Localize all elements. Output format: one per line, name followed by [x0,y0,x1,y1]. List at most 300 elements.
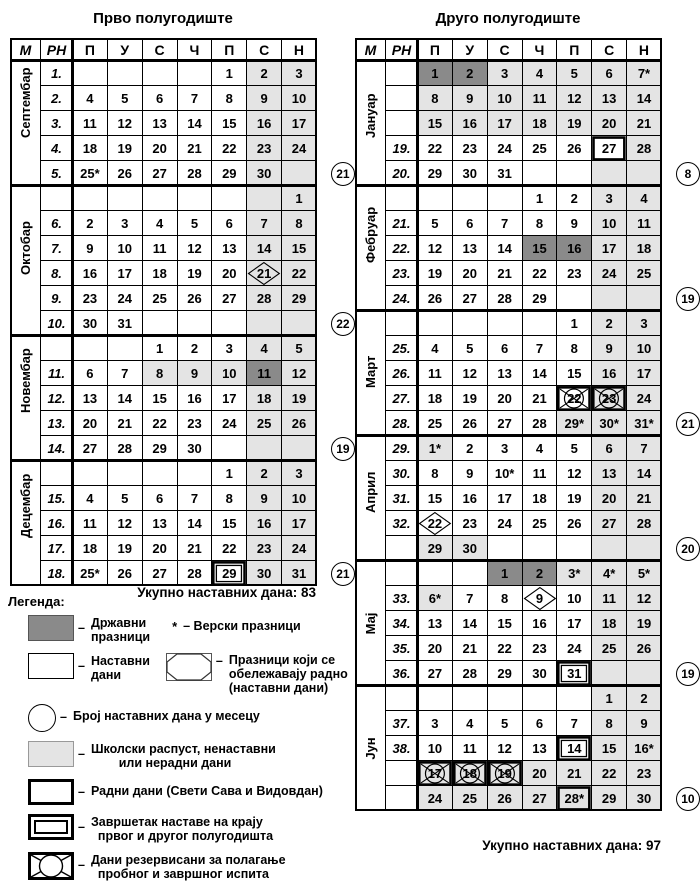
day-cell[interactable] [247,111,282,136]
day-cell[interactable] [73,486,108,511]
day-cell[interactable] [418,86,453,111]
day-cell[interactable] [592,136,627,161]
day-cell[interactable] [452,436,487,461]
day-cell[interactable] [627,711,662,736]
day-cell[interactable] [73,511,108,536]
day-cell[interactable] [522,361,557,386]
day-cell[interactable] [487,461,522,486]
day-cell[interactable] [247,511,282,536]
day-cell[interactable] [212,236,247,261]
day-cell[interactable] [282,511,317,536]
day-cell[interactable] [418,261,453,286]
day-cell[interactable] [452,111,487,136]
day-cell[interactable] [418,286,453,311]
day-cell[interactable] [627,611,662,636]
day-cell[interactable] [627,461,662,486]
day-cell[interactable] [177,561,212,586]
day-cell[interactable] [142,86,177,111]
day-cell[interactable] [282,336,317,361]
day-cell[interactable] [522,411,557,436]
day-cell[interactable] [487,436,522,461]
day-cell[interactable] [592,586,627,611]
day-cell[interactable] [418,161,453,186]
day-cell[interactable] [247,86,282,111]
day-cell[interactable] [177,111,212,136]
day-cell[interactable] [452,586,487,611]
day-cell[interactable] [522,611,557,636]
day-cell[interactable] [452,286,487,311]
day-cell[interactable] [592,636,627,661]
day-cell[interactable] [557,411,592,436]
day-cell[interactable] [418,411,453,436]
day-cell[interactable] [557,736,592,761]
day-cell[interactable] [282,111,317,136]
day-cell[interactable] [282,86,317,111]
day-cell[interactable] [418,461,453,486]
day-cell[interactable] [487,236,522,261]
day-cell[interactable] [418,111,453,136]
day-cell[interactable] [452,336,487,361]
day-cell[interactable] [592,61,627,86]
day-cell[interactable] [487,261,522,286]
day-cell[interactable] [107,86,142,111]
day-cell[interactable] [452,511,487,536]
day-cell[interactable] [142,136,177,161]
day-cell[interactable] [107,536,142,561]
day-cell[interactable] [418,386,453,411]
day-cell[interactable] [557,361,592,386]
day-cell[interactable] [282,211,317,236]
day-cell[interactable] [627,786,662,811]
day-cell[interactable] [452,736,487,761]
day-cell[interactable] [107,286,142,311]
day-cell[interactable] [282,536,317,561]
day-cell[interactable] [557,511,592,536]
day-cell[interactable] [418,736,453,761]
day-cell[interactable] [522,586,557,611]
day-cell[interactable] [177,486,212,511]
day-cell[interactable] [487,611,522,636]
day-cell[interactable] [282,136,317,161]
day-cell[interactable] [212,136,247,161]
day-cell[interactable] [592,236,627,261]
day-cell[interactable] [522,486,557,511]
day-cell[interactable] [73,311,108,336]
day-cell[interactable] [452,611,487,636]
day-cell[interactable] [247,161,282,186]
day-cell[interactable] [452,711,487,736]
day-cell[interactable] [592,436,627,461]
day-cell[interactable] [142,161,177,186]
day-cell[interactable] [177,336,212,361]
day-cell[interactable] [452,211,487,236]
day-cell[interactable] [418,661,453,686]
day-cell[interactable] [247,486,282,511]
day-cell[interactable] [487,86,522,111]
day-cell[interactable] [73,261,108,286]
day-cell[interactable] [592,336,627,361]
day-cell[interactable] [557,236,592,261]
day-cell[interactable] [487,111,522,136]
day-cell[interactable] [73,536,108,561]
day-cell[interactable] [557,336,592,361]
day-cell[interactable] [627,136,662,161]
day-cell[interactable] [557,136,592,161]
day-cell[interactable] [418,336,453,361]
day-cell[interactable] [487,711,522,736]
day-cell[interactable] [177,386,212,411]
day-cell[interactable] [627,761,662,786]
day-cell[interactable] [522,61,557,86]
day-cell[interactable] [282,186,317,211]
day-cell[interactable] [282,286,317,311]
day-cell[interactable] [557,61,592,86]
day-cell[interactable] [592,511,627,536]
day-cell[interactable] [627,486,662,511]
day-cell[interactable] [212,486,247,511]
day-cell[interactable] [107,211,142,236]
day-cell[interactable] [212,461,247,486]
day-cell[interactable] [452,86,487,111]
day-cell[interactable] [522,511,557,536]
day-cell[interactable] [487,736,522,761]
day-cell[interactable] [212,286,247,311]
day-cell[interactable] [627,86,662,111]
day-cell[interactable] [177,86,212,111]
day-cell[interactable] [557,436,592,461]
day-cell[interactable] [418,486,453,511]
day-cell[interactable] [627,186,662,211]
day-cell[interactable] [247,211,282,236]
day-cell[interactable] [452,386,487,411]
day-cell[interactable] [627,686,662,711]
day-cell[interactable] [73,386,108,411]
day-cell[interactable] [418,436,453,461]
day-cell[interactable] [522,736,557,761]
day-cell[interactable] [522,336,557,361]
day-cell[interactable] [522,286,557,311]
day-cell[interactable] [557,761,592,786]
day-cell[interactable] [107,161,142,186]
day-cell[interactable] [282,361,317,386]
day-cell[interactable] [212,561,247,586]
day-cell[interactable] [557,186,592,211]
day-cell[interactable] [73,86,108,111]
day-cell[interactable] [247,261,282,286]
day-cell[interactable] [522,111,557,136]
day-cell[interactable] [142,361,177,386]
day-cell[interactable] [522,636,557,661]
day-cell[interactable] [452,761,487,786]
day-cell[interactable] [282,261,317,286]
day-cell[interactable] [487,486,522,511]
day-cell[interactable] [247,411,282,436]
day-cell[interactable] [73,361,108,386]
day-cell[interactable] [557,386,592,411]
day-cell[interactable] [522,261,557,286]
day-cell[interactable] [557,661,592,686]
day-cell[interactable] [73,236,108,261]
day-cell[interactable] [418,611,453,636]
day-cell[interactable] [212,86,247,111]
day-cell[interactable] [522,211,557,236]
day-cell[interactable] [247,361,282,386]
day-cell[interactable] [107,411,142,436]
day-cell[interactable] [592,461,627,486]
day-cell[interactable] [487,61,522,86]
day-cell[interactable] [627,61,662,86]
day-cell[interactable] [247,386,282,411]
day-cell[interactable] [627,236,662,261]
day-cell[interactable] [142,336,177,361]
day-cell[interactable] [557,711,592,736]
day-cell[interactable] [142,111,177,136]
day-cell[interactable] [592,211,627,236]
day-cell[interactable] [592,386,627,411]
day-cell[interactable] [487,561,522,586]
day-cell[interactable] [452,61,487,86]
day-cell[interactable] [418,361,453,386]
day-cell[interactable] [592,261,627,286]
day-cell[interactable] [522,786,557,811]
day-cell[interactable] [522,386,557,411]
day-cell[interactable] [73,561,108,586]
day-cell[interactable] [282,411,317,436]
day-cell[interactable] [592,311,627,336]
day-cell[interactable] [212,211,247,236]
day-cell[interactable] [592,686,627,711]
day-cell[interactable] [452,261,487,286]
day-cell[interactable] [107,311,142,336]
day-cell[interactable] [107,111,142,136]
day-cell[interactable] [73,436,108,461]
day-cell[interactable] [452,161,487,186]
day-cell[interactable] [107,136,142,161]
day-cell[interactable] [247,136,282,161]
day-cell[interactable] [557,786,592,811]
day-cell[interactable] [452,486,487,511]
day-cell[interactable] [487,336,522,361]
day-cell[interactable] [592,486,627,511]
day-cell[interactable] [142,386,177,411]
day-cell[interactable] [142,536,177,561]
day-cell[interactable] [177,286,212,311]
day-cell[interactable] [247,536,282,561]
day-cell[interactable] [107,486,142,511]
day-cell[interactable] [452,361,487,386]
day-cell[interactable] [557,111,592,136]
day-cell[interactable] [452,461,487,486]
day-cell[interactable] [522,561,557,586]
day-cell[interactable] [557,636,592,661]
day-cell[interactable] [452,136,487,161]
day-cell[interactable] [212,111,247,136]
day-cell[interactable] [592,561,627,586]
day-cell[interactable] [522,761,557,786]
day-cell[interactable] [73,211,108,236]
day-cell[interactable] [627,386,662,411]
day-cell[interactable] [282,486,317,511]
day-cell[interactable] [418,211,453,236]
day-cell[interactable] [177,211,212,236]
day-cell[interactable] [247,561,282,586]
day-cell[interactable] [522,86,557,111]
day-cell[interactable] [418,236,453,261]
day-cell[interactable] [557,486,592,511]
day-cell[interactable] [212,536,247,561]
day-cell[interactable] [627,361,662,386]
day-cell[interactable] [418,636,453,661]
day-cell[interactable] [487,636,522,661]
day-cell[interactable] [73,411,108,436]
day-cell[interactable] [522,711,557,736]
day-cell[interactable] [592,711,627,736]
day-cell[interactable] [522,436,557,461]
day-cell[interactable] [73,136,108,161]
day-cell[interactable] [212,411,247,436]
day-cell[interactable] [487,586,522,611]
day-cell[interactable] [592,111,627,136]
day-cell[interactable] [247,461,282,486]
day-cell[interactable] [592,786,627,811]
day-cell[interactable] [592,736,627,761]
day-cell[interactable] [107,386,142,411]
day-cell[interactable] [627,436,662,461]
day-cell[interactable] [212,161,247,186]
day-cell[interactable] [73,286,108,311]
day-cell[interactable] [452,536,487,561]
day-cell[interactable] [452,786,487,811]
day-cell[interactable] [142,511,177,536]
day-cell[interactable] [522,461,557,486]
day-cell[interactable] [142,286,177,311]
day-cell[interactable] [557,561,592,586]
day-cell[interactable] [142,561,177,586]
day-cell[interactable] [107,511,142,536]
day-cell[interactable] [177,536,212,561]
day-cell[interactable] [487,786,522,811]
day-cell[interactable] [282,61,317,86]
day-cell[interactable] [592,361,627,386]
day-cell[interactable] [142,211,177,236]
day-cell[interactable] [627,261,662,286]
day-cell[interactable] [452,661,487,686]
day-cell[interactable] [487,286,522,311]
day-cell[interactable] [142,411,177,436]
day-cell[interactable] [592,86,627,111]
day-cell[interactable] [452,236,487,261]
day-cell[interactable] [557,611,592,636]
day-cell[interactable] [177,511,212,536]
day-cell[interactable] [627,411,662,436]
day-cell[interactable] [142,261,177,286]
day-cell[interactable] [418,711,453,736]
day-cell[interactable] [212,61,247,86]
day-cell[interactable] [212,361,247,386]
day-cell[interactable] [452,411,487,436]
day-cell[interactable] [177,236,212,261]
day-cell[interactable] [212,511,247,536]
day-cell[interactable] [592,761,627,786]
day-cell[interactable] [522,136,557,161]
day-cell[interactable] [557,311,592,336]
day-cell[interactable] [522,661,557,686]
day-cell[interactable] [522,236,557,261]
day-cell[interactable] [107,561,142,586]
day-cell[interactable] [73,161,108,186]
day-cell[interactable] [247,61,282,86]
day-cell[interactable] [418,511,453,536]
day-cell[interactable] [592,186,627,211]
day-cell[interactable] [487,661,522,686]
day-cell[interactable] [557,461,592,486]
day-cell[interactable] [592,611,627,636]
day-cell[interactable] [487,386,522,411]
day-cell[interactable] [282,561,317,586]
day-cell[interactable] [142,436,177,461]
day-cell[interactable] [247,236,282,261]
day-cell[interactable] [487,136,522,161]
day-cell[interactable] [418,786,453,811]
day-cell[interactable] [212,336,247,361]
day-cell[interactable] [592,411,627,436]
day-cell[interactable] [627,511,662,536]
day-cell[interactable] [627,336,662,361]
day-cell[interactable] [177,436,212,461]
day-cell[interactable] [627,636,662,661]
day-cell[interactable] [487,761,522,786]
day-cell[interactable] [557,586,592,611]
day-cell[interactable] [107,361,142,386]
day-cell[interactable] [627,586,662,611]
day-cell[interactable] [418,761,453,786]
day-cell[interactable] [487,211,522,236]
day-cell[interactable] [247,336,282,361]
day-cell[interactable] [107,261,142,286]
day-cell[interactable] [487,161,522,186]
day-cell[interactable] [73,111,108,136]
day-cell[interactable] [522,186,557,211]
day-cell[interactable] [418,536,453,561]
day-cell[interactable] [418,586,453,611]
day-cell[interactable] [212,261,247,286]
day-cell[interactable] [107,436,142,461]
day-cell[interactable] [177,136,212,161]
day-cell[interactable] [627,311,662,336]
day-cell[interactable] [177,361,212,386]
day-cell[interactable] [627,111,662,136]
day-cell[interactable] [107,236,142,261]
day-cell[interactable] [487,361,522,386]
day-cell[interactable] [282,236,317,261]
day-cell[interactable] [142,236,177,261]
day-cell[interactable] [282,386,317,411]
day-cell[interactable] [452,636,487,661]
day-cell[interactable] [557,86,592,111]
day-cell[interactable] [177,411,212,436]
day-cell[interactable] [212,386,247,411]
day-cell[interactable] [627,736,662,761]
day-cell[interactable] [418,61,453,86]
day-cell[interactable] [557,211,592,236]
day-cell[interactable] [557,261,592,286]
day-cell[interactable] [142,486,177,511]
day-cell[interactable] [627,211,662,236]
day-cell[interactable] [247,286,282,311]
day-cell[interactable] [177,161,212,186]
day-cell[interactable] [177,261,212,286]
day-cell[interactable] [282,461,317,486]
